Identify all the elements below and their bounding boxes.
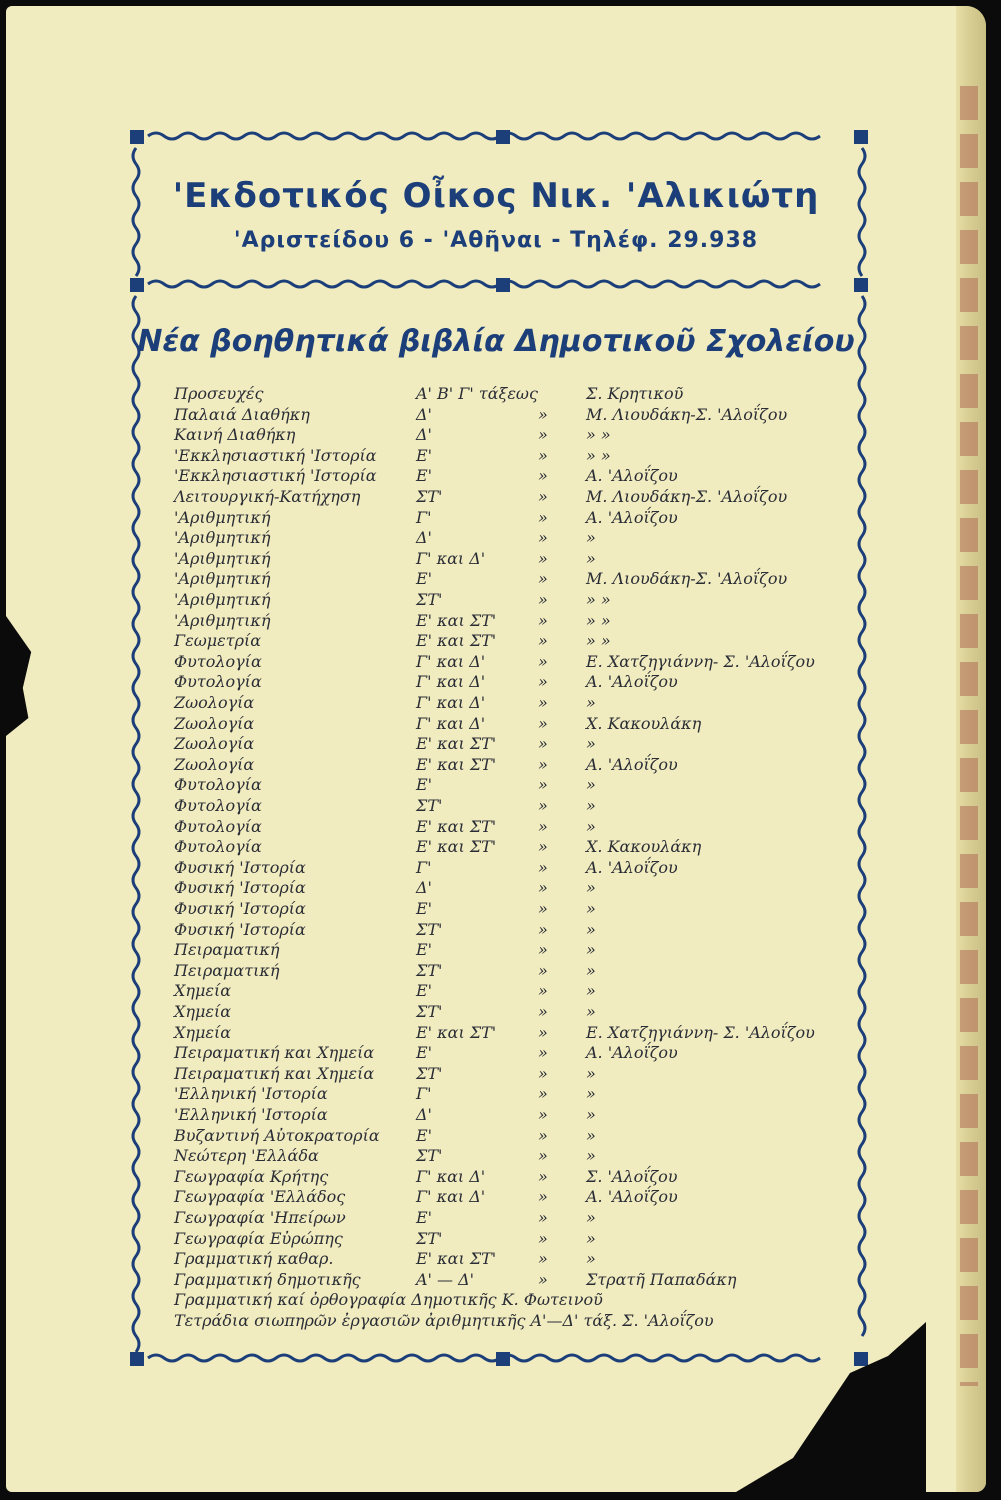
book-grade: Δ': [416, 878, 432, 898]
book-row: [6, 878, 866, 898]
book-row: [6, 569, 866, 589]
book-grade: Γ': [416, 1084, 432, 1104]
book-row: [6, 837, 866, 857]
ditto-mark: »: [538, 837, 548, 857]
book-author: Ε. Χατζηγιάννη- Σ. 'Αλοΐζου: [586, 1022, 815, 1042]
book-grade: ΣΤ': [416, 1063, 443, 1083]
book-title: Πειραματική: [174, 940, 280, 960]
ditto-mark: »: [538, 878, 548, 898]
book-author: Α. 'Αλοΐζου: [586, 507, 678, 527]
book-author: »: [586, 775, 596, 795]
book-title: 'Αριθμητική: [174, 610, 271, 630]
ditto-mark: »: [538, 940, 548, 960]
book-grade: Ε': [416, 466, 433, 486]
book-title: 'Αριθμητική: [174, 569, 271, 589]
ditto-mark: »: [538, 1084, 548, 1104]
book-author: »: [586, 528, 596, 548]
book-author: Σ. 'Αλοΐζου: [586, 1166, 678, 1186]
book-title: Γραμματική δημοτικῆς: [174, 1269, 361, 1289]
book-title: 'Εκκλησιαστική 'Ιστορία: [174, 466, 377, 486]
book-row: [6, 528, 866, 548]
book-grade: Ε': [416, 899, 433, 918]
ditto-mark: »: [538, 487, 548, 506]
book-author: » »: [586, 445, 611, 465]
book-author: »: [586, 548, 596, 568]
book-author: »: [586, 1084, 596, 1104]
book-title: Φυτολογία: [174, 796, 262, 815]
book-row: [6, 1023, 866, 1043]
book-author: Α. 'Αλοΐζου: [586, 1043, 678, 1063]
book-row: [6, 1043, 866, 1063]
ditto-mark: »: [538, 1166, 548, 1186]
book-grade: ΣΤ': [416, 1146, 443, 1166]
book-grade: Ε' και ΣΤ': [416, 816, 497, 836]
book-author: Μ. Λιουδάκη-Σ. 'Αλοΐζου: [586, 404, 788, 424]
ditto-mark: »: [538, 1146, 548, 1166]
ditto-mark: »: [538, 528, 548, 548]
book-title: Γεωγραφία 'Ηπείρων: [174, 1208, 346, 1227]
book-author: Ε. Χατζηγιάννη- Σ. 'Αλοΐζου: [586, 651, 815, 671]
book-author: » »: [586, 425, 611, 445]
book-title: Βυζαντινή Αὐτοκρατορία: [174, 1125, 380, 1145]
ditto-mark: »: [538, 775, 548, 795]
book-grade: Α' Β' Γ' τάξεως: [416, 384, 538, 403]
book-row: [6, 1002, 866, 1022]
book-title: Φυσική 'Ιστορία: [174, 878, 306, 898]
book-title: Γεωγραφία Κρήτης: [174, 1166, 329, 1186]
book-title: Πειραματική και Χημεία: [174, 1043, 375, 1063]
ditto-mark: »: [538, 734, 548, 754]
book-author: »: [586, 960, 596, 980]
book-title: Παλαιά Διαθήκη: [174, 404, 310, 424]
book-author: »: [586, 1228, 596, 1248]
book-grade: Γ': [416, 857, 432, 877]
book-title: Χημεία: [174, 1002, 232, 1021]
book-grade: Δ': [416, 404, 432, 424]
book-row: [6, 1084, 866, 1104]
ditto-mark: »: [538, 857, 548, 877]
book-title: 'Αριθμητική: [174, 528, 271, 548]
book-author: Χ. Κακουλάκη: [586, 713, 702, 733]
ditto-mark: »: [538, 672, 548, 692]
book-grade: Ε' και ΣΤ': [416, 1022, 497, 1042]
ditto-mark: »: [538, 631, 548, 651]
ditto-mark: »: [538, 445, 548, 465]
book-grade: Ε' και ΣΤ': [416, 754, 497, 774]
book-author: »: [586, 816, 596, 836]
book-title: Νεώτερη 'Ελλάδα: [174, 1146, 319, 1166]
book-grade: Δ': [416, 1105, 432, 1124]
book-row: [6, 405, 866, 425]
book-row: [6, 487, 866, 507]
book-row: [6, 920, 866, 940]
book-row: [6, 940, 866, 960]
book-title: Χημεία: [174, 981, 232, 1001]
book-author: »: [586, 1002, 596, 1021]
ditto-mark: »: [538, 1043, 548, 1063]
book-author: »: [586, 734, 596, 754]
book-row: [6, 734, 866, 754]
book-row: [6, 590, 866, 610]
book-grade: Ε': [416, 1043, 433, 1063]
book-grade: Ε': [416, 981, 433, 1001]
book-grade: Ε' και ΣΤ': [416, 631, 497, 651]
book-grade: ΣΤ': [416, 796, 443, 815]
book-row: [6, 1270, 866, 1290]
book-author: Α. 'Αλοΐζου: [586, 754, 678, 774]
book-grade: Ε': [416, 1125, 433, 1145]
book-row: [6, 1146, 866, 1166]
book-row: [6, 899, 866, 919]
book-row: [6, 714, 866, 734]
book-row: [6, 549, 866, 569]
book-row: [6, 425, 866, 445]
book-row: [6, 508, 866, 528]
book-author: Μ. Λιουδάκη-Σ. 'Αλοΐζου: [586, 569, 788, 589]
book-row: [6, 1208, 866, 1228]
ditto-mark: »: [538, 610, 548, 630]
ditto-mark: »: [538, 981, 548, 1001]
book-author: »: [586, 1063, 596, 1083]
book-author: » »: [586, 631, 611, 651]
ditto-mark: »: [538, 1208, 548, 1227]
publisher-address: 'Αριστείδου 6 - 'Αθῆναι - Τηλέφ. 29.938: [233, 228, 759, 253]
book-author: Α. 'Αλοΐζου: [586, 857, 678, 877]
book-title: 'Αριθμητική: [174, 548, 271, 568]
ditto-mark: »: [538, 919, 548, 939]
ditto-mark: »: [538, 1063, 548, 1083]
ditto-mark: »: [538, 1105, 548, 1124]
book-grade: ΣΤ': [416, 1228, 443, 1248]
book-row: [6, 755, 866, 775]
book-author: Σ. Κρητικοῦ: [586, 384, 684, 403]
ditto-mark: »: [538, 404, 548, 424]
book-title: Πειραματική: [174, 960, 280, 980]
book-title: Λειτουργική-Κατήχηση: [174, 487, 361, 506]
book-entry-text: Γραμματική καί ὀρθογραφία Δημοτικῆς Κ. Φωτεινοῦ: [174, 1290, 603, 1310]
book-grade: Ε' και ΣΤ': [416, 610, 497, 630]
book-row: [6, 796, 866, 816]
book-grade: ΣΤ': [416, 487, 443, 506]
book-grade: Γ' και Δ': [416, 693, 486, 712]
book-title: 'Ελληνική 'Ιστορία: [174, 1105, 328, 1124]
ditto-mark: »: [538, 590, 548, 609]
book-grade: Ε': [416, 1208, 433, 1227]
book-title: Γεωγραφία Εὐρώπης: [174, 1228, 343, 1248]
book-author: Α. 'Αλοΐζου: [586, 1187, 678, 1207]
book-title: Γεωμετρία: [174, 631, 262, 651]
book-author: »: [586, 940, 596, 960]
book-author: »: [586, 693, 596, 712]
book-author: Α. 'Αλοΐζου: [586, 672, 678, 692]
book-grade: Ε' και ΣΤ': [416, 1249, 497, 1269]
ditto-mark: »: [538, 754, 548, 774]
ditto-mark: »: [538, 425, 548, 445]
book-row: [6, 1126, 866, 1146]
book-author: »: [586, 981, 596, 1001]
book-entry-text: Τετράδια σιωπηρῶν ἐργασιῶν ἀριθμητικῆς Α'—Δ' τάξ. Σ. 'Αλοΐζου: [174, 1311, 714, 1330]
book-title: Καινή Διαθήκη: [174, 425, 296, 445]
book-title: Γεωγραφία 'Ελλάδος: [174, 1187, 346, 1207]
book-title: Ζωολογία: [174, 713, 255, 733]
ditto-mark: »: [538, 693, 548, 712]
book-title: Φυτολογία: [174, 775, 262, 795]
book-grade: Ε': [416, 445, 433, 465]
book-grade: Γ' και Δ': [416, 1166, 486, 1186]
book-title: 'Αριθμητική: [174, 507, 271, 527]
book-grade: ΣΤ': [416, 960, 443, 980]
book-row: [6, 1167, 866, 1187]
book-title: Φυτολογία: [174, 837, 262, 857]
book-row: [6, 631, 866, 651]
ditto-mark: »: [538, 1187, 548, 1207]
list-title: Νέα βοηθητικά βιβλία Δημοτικοῦ Σχολείου: [137, 324, 855, 359]
book-grade: Γ' και Δ': [416, 1187, 486, 1207]
book-grade: ΣΤ': [416, 919, 443, 939]
ditto-mark: »: [538, 1228, 548, 1248]
ditto-mark: »: [538, 466, 548, 486]
book-title: Φυτολογία: [174, 651, 262, 671]
ditto-mark: »: [538, 960, 548, 980]
book-author: »: [586, 796, 596, 815]
book-title: Φυσική 'Ιστορία: [174, 857, 306, 877]
book-grade: Γ' και Δ': [416, 672, 486, 692]
book-author: »: [586, 1249, 596, 1269]
book-grade: Ε' και ΣΤ': [416, 734, 497, 754]
book-grade: Δ': [416, 425, 432, 445]
book-author: » »: [586, 590, 611, 609]
book-author: »: [586, 1125, 596, 1145]
book-grade: Ε' και ΣΤ': [416, 837, 497, 857]
ditto-mark: »: [538, 796, 548, 815]
book-row: [6, 611, 866, 631]
book-row: [6, 1229, 866, 1249]
book-row: [6, 1064, 866, 1084]
book-row: [6, 981, 866, 1001]
ditto-mark: »: [538, 1249, 548, 1269]
book-row: [6, 775, 866, 795]
book-author: »: [586, 1146, 596, 1166]
book-title: Προσευχές: [174, 384, 264, 403]
book-title: Ζωολογία: [174, 754, 255, 774]
ditto-mark: »: [538, 507, 548, 527]
book-title: Φυτολογία: [174, 672, 262, 692]
ditto-mark: »: [538, 816, 548, 836]
book-grade: ΣΤ': [416, 1002, 443, 1021]
book-row: [6, 961, 866, 981]
book-title: 'Αριθμητική: [174, 590, 271, 609]
book-author: » »: [586, 610, 611, 630]
book-grade: ΣΤ': [416, 590, 443, 609]
book-row: [6, 446, 866, 466]
book-title: Γραμματική καθαρ.: [174, 1249, 334, 1269]
book-row: [6, 1249, 866, 1269]
ditto-mark: »: [538, 651, 548, 671]
book-row: [6, 1187, 866, 1207]
book-author: Α. 'Αλοΐζου: [586, 466, 678, 486]
book-author: »: [586, 1208, 596, 1227]
ditto-mark: »: [538, 1269, 548, 1289]
ditto-mark: »: [538, 548, 548, 568]
book-title: Φυσική 'Ιστορία: [174, 919, 306, 939]
ditto-mark: »: [538, 1022, 548, 1042]
book-title: Χημεία: [174, 1022, 232, 1042]
book-grade: Ε': [416, 940, 433, 960]
book-title: Ζωολογία: [174, 734, 255, 754]
book-row: [6, 693, 866, 713]
book-grade: Ε': [416, 775, 433, 795]
ditto-mark: »: [538, 1125, 548, 1145]
book-row: [6, 1105, 866, 1125]
book-grade: Γ' και Δ': [416, 713, 486, 733]
book-author: »: [586, 899, 596, 918]
book-back-cover: [6, 6, 986, 1492]
book-author: Στρατῆ Παπαδάκη: [586, 1269, 737, 1289]
book-author: »: [586, 878, 596, 898]
book-grade: Γ': [416, 507, 432, 527]
book-title: Πειραματική και Χημεία: [174, 1063, 375, 1083]
book-grade: Α' — Δ': [416, 1269, 475, 1289]
book-title: 'Εκκλησιαστική 'Ιστορία: [174, 445, 377, 465]
book-grade: Δ': [416, 528, 432, 548]
book-row: [6, 466, 866, 486]
ditto-mark: »: [538, 713, 548, 733]
ditto-mark: »: [538, 569, 548, 589]
book-title: 'Ελληνική 'Ιστορία: [174, 1084, 328, 1104]
book-row: [6, 652, 866, 672]
book-row: [6, 672, 866, 692]
publisher-name: 'Εκδοτικός Οἶκος Νικ. 'Αλικιώτη: [172, 176, 820, 216]
book-row: [6, 858, 866, 878]
book-row: [6, 384, 866, 404]
book-grade: Ε': [416, 569, 433, 589]
book-title: Φυσική 'Ιστορία: [174, 899, 306, 918]
book-grade: Γ' και Δ': [416, 548, 486, 568]
book-grade: Γ' και Δ': [416, 651, 486, 671]
book-author: Μ. Λιουδάκη-Σ. 'Αλοΐζου: [586, 487, 788, 506]
ditto-mark: »: [538, 1002, 548, 1021]
book-title: Ζωολογία: [174, 693, 255, 712]
ditto-mark: »: [538, 899, 548, 918]
book-author: »: [586, 1105, 596, 1124]
book-row: [6, 817, 866, 837]
book-title: Φυτολογία: [174, 816, 262, 836]
book-author: Χ. Κακουλάκη: [586, 837, 702, 857]
book-author: »: [586, 919, 596, 939]
